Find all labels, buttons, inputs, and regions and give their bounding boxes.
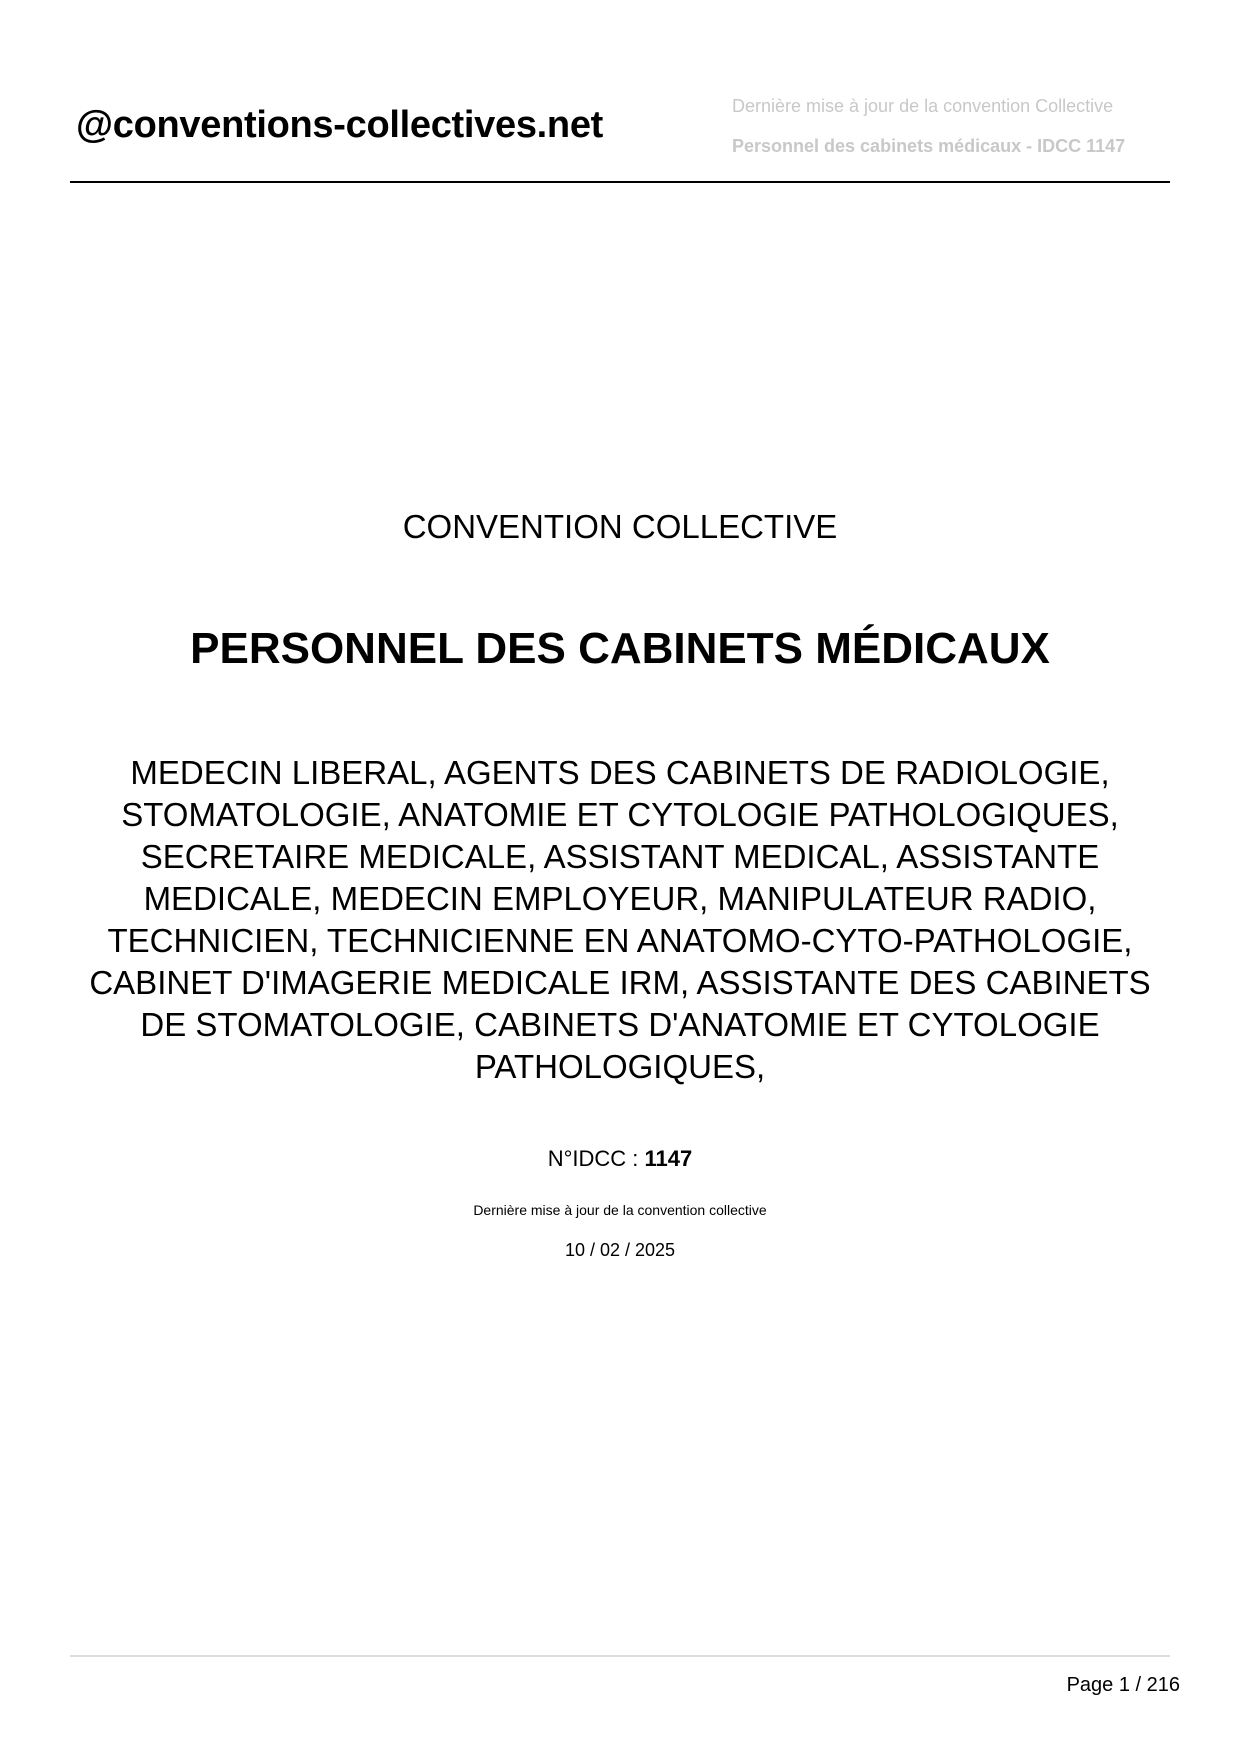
idcc-number	[0, 1146, 1240, 1172]
idcc-label: N°IDCC :	[547, 1146, 645, 1171]
header-divider	[70, 181, 1170, 183]
header-update-label: Dernière mise à jour de la convention Collective	[732, 96, 1114, 116]
site-logo-text: @conventions-collectives.net	[76, 104, 604, 146]
update-date: 10 / 02 / 2025	[564, 1240, 676, 1260]
document-subtitle: MEDECIN LIBERAL, AGENTS DES CABINETS DE RADIOLOGIE, STOMATOLOGIE, ANATOMIE ET CYTOLOGIE PATHOLOGIQUES, SECRETAIRE MEDICALE, ASSISTANT MEDICAL, ASSISTANTE MEDICALE, MEDECIN EMPLOYEUR, MANIPULATEUR RADIO, TECHNICIEN, TECHNICIENNE EN ANATOMO-CYTO-PATHOLOGIE, CABINET D'IMAGERIE MEDICALE IRM, ASSISTANTE DES CABINETS DE STOMATOLOGIE, CABINETS D'ANATOMIE ET CYTOLOGIE PATHOLOGIQUES,	[89, 754, 1151, 1085]
document-title: PERSONNEL DES CABINETS MÉDICAUX	[190, 624, 1050, 673]
update-label: Dernière mise à jour de la convention collective	[473, 1202, 767, 1218]
document-kind: CONVENTION COLLECTIVE	[402, 508, 838, 545]
footer-divider	[70, 1655, 1170, 1657]
idcc-value: 1147	[644, 1146, 693, 1171]
page-number: Page 1 / 216	[1066, 1674, 1180, 1696]
header-convention-ref: Personnel des cabinets médicaux - IDCC 1147	[732, 136, 1126, 156]
